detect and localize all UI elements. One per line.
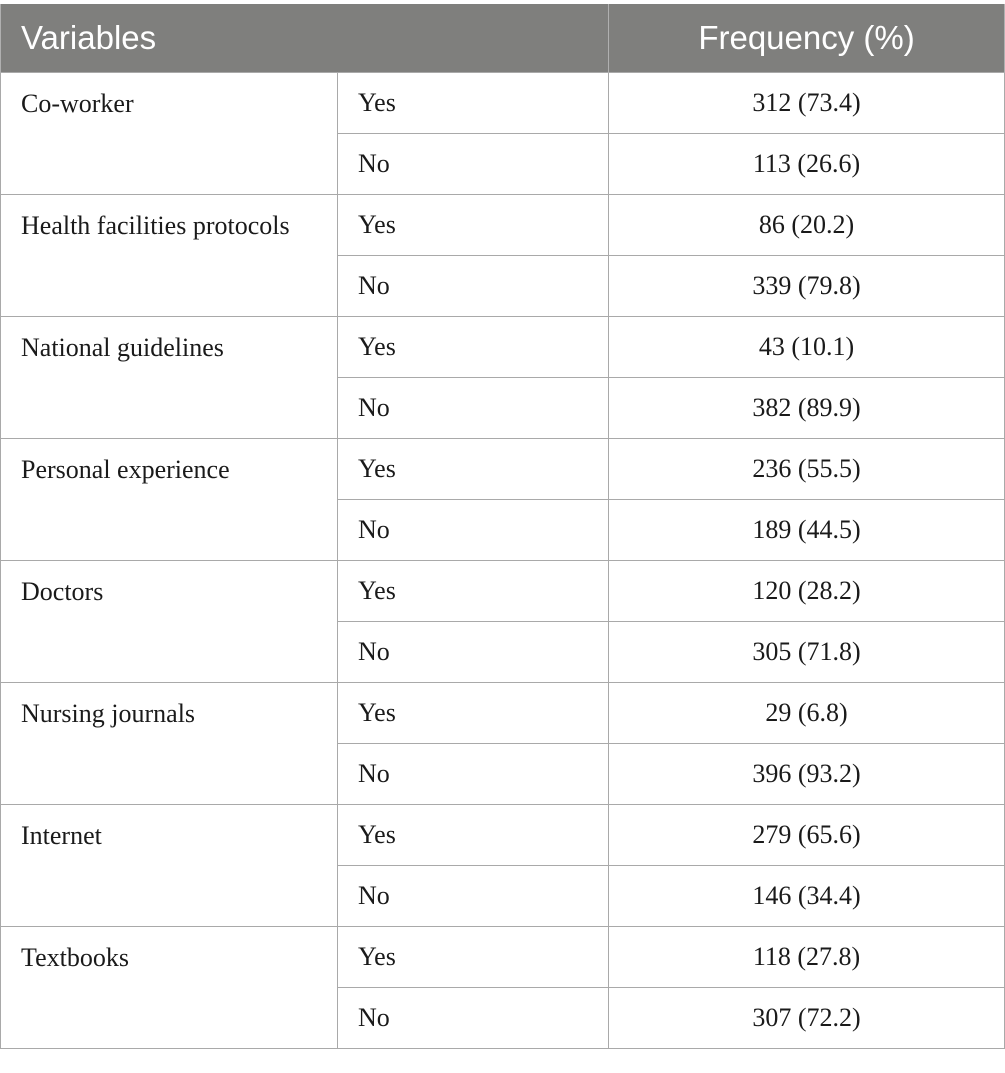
table-row — [1, 561, 1005, 622]
table-body — [1, 73, 1005, 1049]
frequency-yes-cell: 236 (55.5) — [609, 439, 1005, 500]
frequency-no-cell: 307 (72.2) — [609, 988, 1005, 1049]
answer-no-cell: No — [338, 622, 609, 683]
answer-no-cell: No — [338, 256, 609, 317]
variable-cell: National guidelines — [1, 317, 338, 439]
answer-no-cell: No — [338, 134, 609, 195]
answer-no-cell: No — [338, 500, 609, 561]
variable-cell: Doctors — [1, 561, 338, 683]
table-row — [1, 317, 1005, 378]
frequency-yes-cell: 312 (73.4) — [609, 73, 1005, 134]
frequency-yes-cell: 120 (28.2) — [609, 561, 1005, 622]
variable-cell: Co-worker — [1, 73, 338, 195]
answer-no-cell: No — [338, 744, 609, 805]
table-row — [1, 927, 1005, 988]
header-frequency: Frequency (%) — [609, 4, 1005, 73]
frequency-no-cell: 305 (71.8) — [609, 622, 1005, 683]
variable-cell: Personal experience — [1, 439, 338, 561]
table-row — [1, 195, 1005, 256]
table-row — [1, 805, 1005, 866]
frequency-table — [0, 4, 1005, 1049]
table-row — [1, 683, 1005, 744]
answer-yes-cell: Yes — [338, 683, 609, 744]
answer-yes-cell: Yes — [338, 317, 609, 378]
frequency-no-cell: 382 (89.9) — [609, 378, 1005, 439]
frequency-yes-cell: 118 (27.8) — [609, 927, 1005, 988]
variable-cell: Textbooks — [1, 927, 338, 1049]
answer-yes-cell: Yes — [338, 439, 609, 500]
answer-yes-cell: Yes — [338, 73, 609, 134]
answer-yes-cell: Yes — [338, 195, 609, 256]
header-row — [1, 4, 1005, 73]
variable-cell: Health facilities protocols — [1, 195, 338, 317]
frequency-yes-cell: 279 (65.6) — [609, 805, 1005, 866]
table-header — [1, 4, 1005, 73]
answer-yes-cell: Yes — [338, 561, 609, 622]
header-variables: Variables — [1, 4, 609, 73]
table-row — [1, 73, 1005, 134]
frequency-no-cell: 339 (79.8) — [609, 256, 1005, 317]
answer-no-cell: No — [338, 866, 609, 927]
frequency-no-cell: 396 (93.2) — [609, 744, 1005, 805]
answer-yes-cell: Yes — [338, 805, 609, 866]
frequency-yes-cell: 86 (20.2) — [609, 195, 1005, 256]
variable-cell: Nursing journals — [1, 683, 338, 805]
frequency-no-cell: 189 (44.5) — [609, 500, 1005, 561]
frequency-no-cell: 113 (26.6) — [609, 134, 1005, 195]
answer-no-cell: No — [338, 378, 609, 439]
variable-cell: Internet — [1, 805, 338, 927]
frequency-yes-cell: 29 (6.8) — [609, 683, 1005, 744]
answer-yes-cell: Yes — [338, 927, 609, 988]
table-row — [1, 439, 1005, 500]
frequency-yes-cell: 43 (10.1) — [609, 317, 1005, 378]
frequency-no-cell: 146 (34.4) — [609, 866, 1005, 927]
answer-no-cell: No — [338, 988, 609, 1049]
